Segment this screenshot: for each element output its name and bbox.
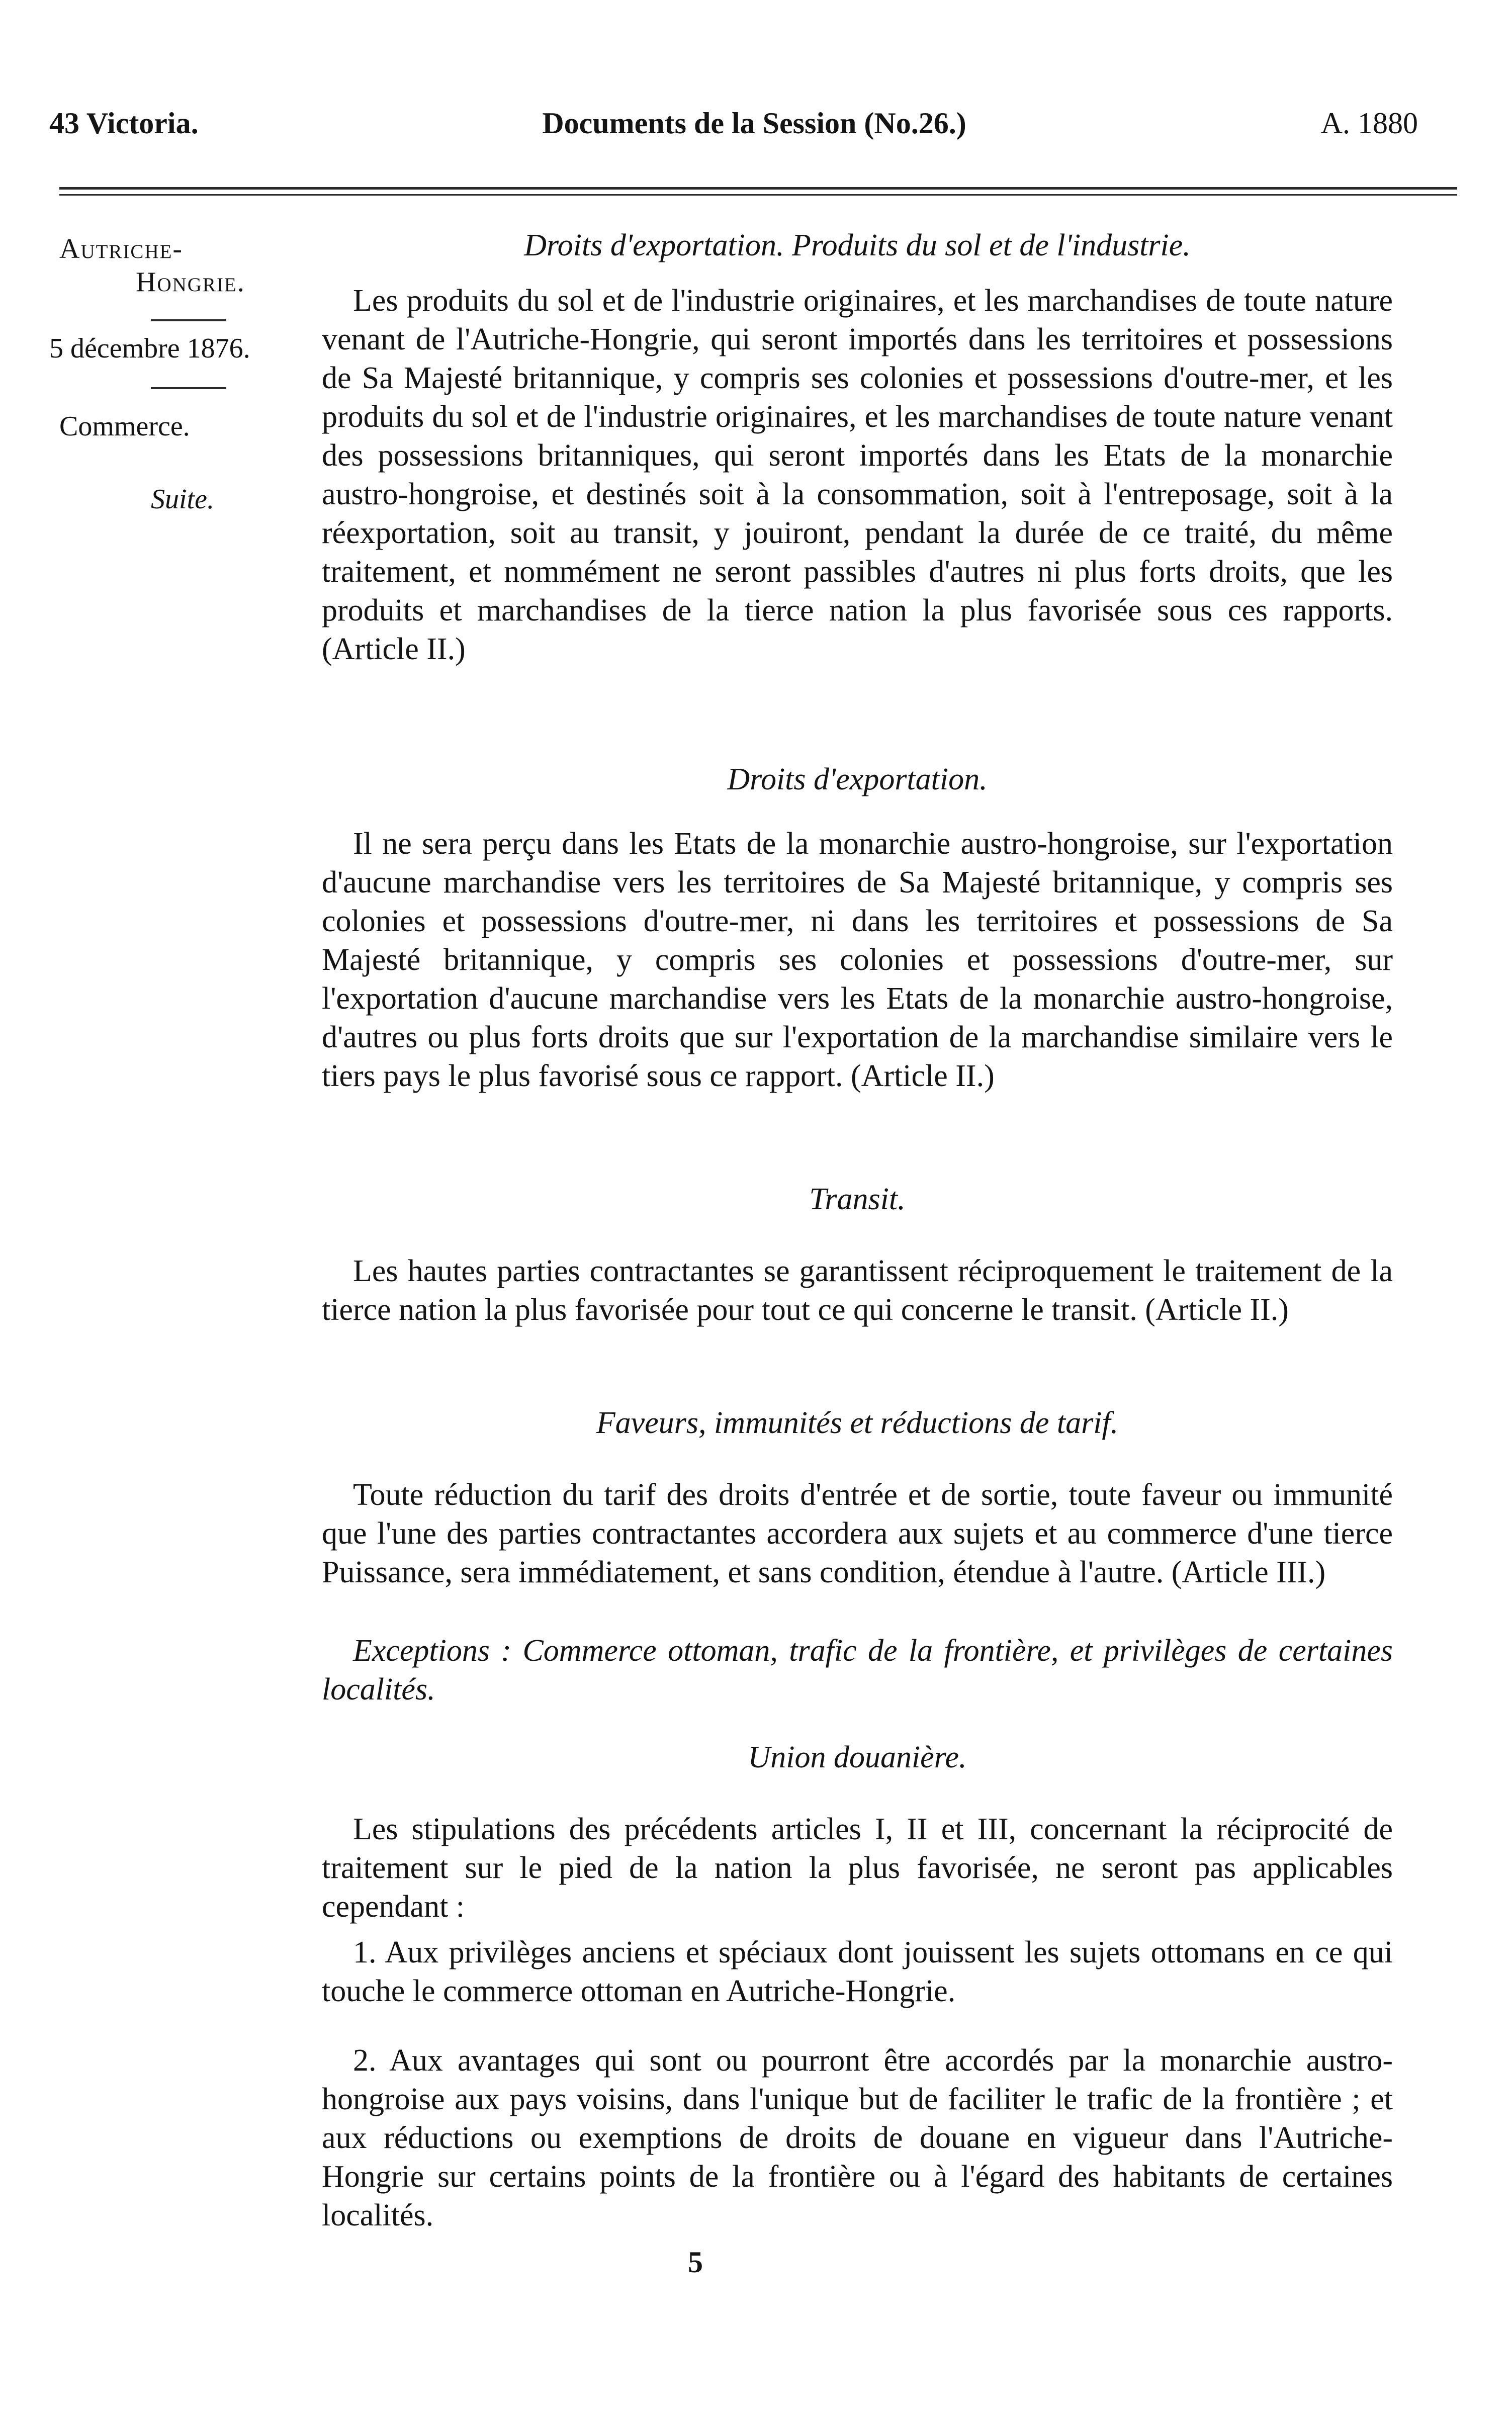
page-number: 5 xyxy=(688,2246,703,2279)
exceptions-note: Exceptions : Commerce ottoman, trafic de la frontière, et privilèges de certaines localités. xyxy=(322,1634,1393,1707)
header-year: A. 1880 xyxy=(1320,107,1418,140)
section-heading: Transit. xyxy=(809,1182,906,1216)
margin-subject: Commerce. xyxy=(59,411,190,442)
margin-country-line2: Hongrie. xyxy=(136,266,245,298)
list-item: 1. Aux privilèges anciens et spéciaux dont jouissent les sujets ottomans en ce qui touche le commerce ottoman en Autriche-Hongrie. xyxy=(322,1935,1393,2008)
header-session-year: 43 Victoria. xyxy=(49,107,199,140)
list-item: 2. Aux avantages qui sont ou pourront être accordés par la monarchie austro-hongroise aux pays voisins, dans l'unique but de faciliter le trafic de la frontière ; et aux réductions ou exemptions de droits de douane en vigueur dans l'Autriche-Hongrie sur certains points de la frontière ou à l'égard des habitants de certaines localités. xyxy=(322,2043,1393,2232)
margin-divider xyxy=(151,319,226,321)
header-title: Documents de la Session (No.26.) xyxy=(542,107,966,140)
section-heading: Union douanière. xyxy=(748,1740,967,1774)
margin-divider xyxy=(151,387,226,389)
header-rule-top xyxy=(59,187,1457,190)
header-rule-bottom xyxy=(59,194,1457,196)
section-paragraph: Toute réduction du tarif des droits d'entrée et de sortie, toute faveur ou immunité que l'une des parties contractantes accordera aux sujets et au commerce d'une tierce Puissance, sera immédiatement, et sans condition, étendue à l'autre. (Article III.) xyxy=(322,1478,1393,1589)
section-heading: Faveurs, immunités et réductions de tarif. xyxy=(596,1406,1119,1440)
section-paragraph: Il ne sera perçu dans les Etats de la monarchie austro-hongroise, sur l'exportation d'aucune marchandise vers les territoires de Sa Majesté britannique, y compris ses colonies et possessions d'outre-mer, ni dans les territoires et possessions de Sa Majesté britannique, y compris ses colonies et possessions d'outre-mer, sur l'exportation d'aucune marchandise vers les Etats de la monarchie austro-hongroise, d'autres ou plus forts droits que sur l'exportation de la marchandise similaire vers le tiers pays le plus favorisé sous ce rapport. (Article II.) xyxy=(322,827,1393,1093)
section-heading: Droits d'exportation. xyxy=(727,762,988,796)
section-paragraph: Les produits du sol et de l'industrie originaires, et les marchandises de toute nature venant de l'Autriche-Hongrie, qui seront importés dans les territoires et possessions de Sa Majesté britannique, y compris ses colonies et possessions d'outre-mer, et les produits du sol et de l'industrie originaires, et les marchandises de toute nature venant des possessions britanniques, qui seront importés dans les Etats de la monarchie austro-hongroise, et destinés soit à la consommation, soit à l'entreposage, soit à la réexportation, soit au transit, y jouiront, pendant la durée de ce traité, du même traitement, et nommément ne seront passibles d'autres ni plus forts droits, que les produits et marchandises de la tierce nation la plus favorisée sous ces rapports. (Article II.) xyxy=(322,284,1393,666)
section-heading: Droits d'exportation. Produits du sol et de l'industrie. xyxy=(524,228,1191,262)
margin-country-line1: Autriche- xyxy=(59,233,184,264)
margin-continued: Suite. xyxy=(151,484,214,515)
section-paragraph: Les stipulations des précédents articles I, II et III, concernant la réciprocité de traitement sur le pied de la nation la plus favorisée, ne seront pas applicables cependant : xyxy=(322,1812,1393,1924)
section-paragraph: Les hautes parties contractantes se garantissent réciproquement le traitement de la tierce nation la plus favorisée pour tout ce qui concerne le transit. (Article II.) xyxy=(322,1254,1393,1327)
margin-date: 5 décembre 1876. xyxy=(49,333,250,364)
